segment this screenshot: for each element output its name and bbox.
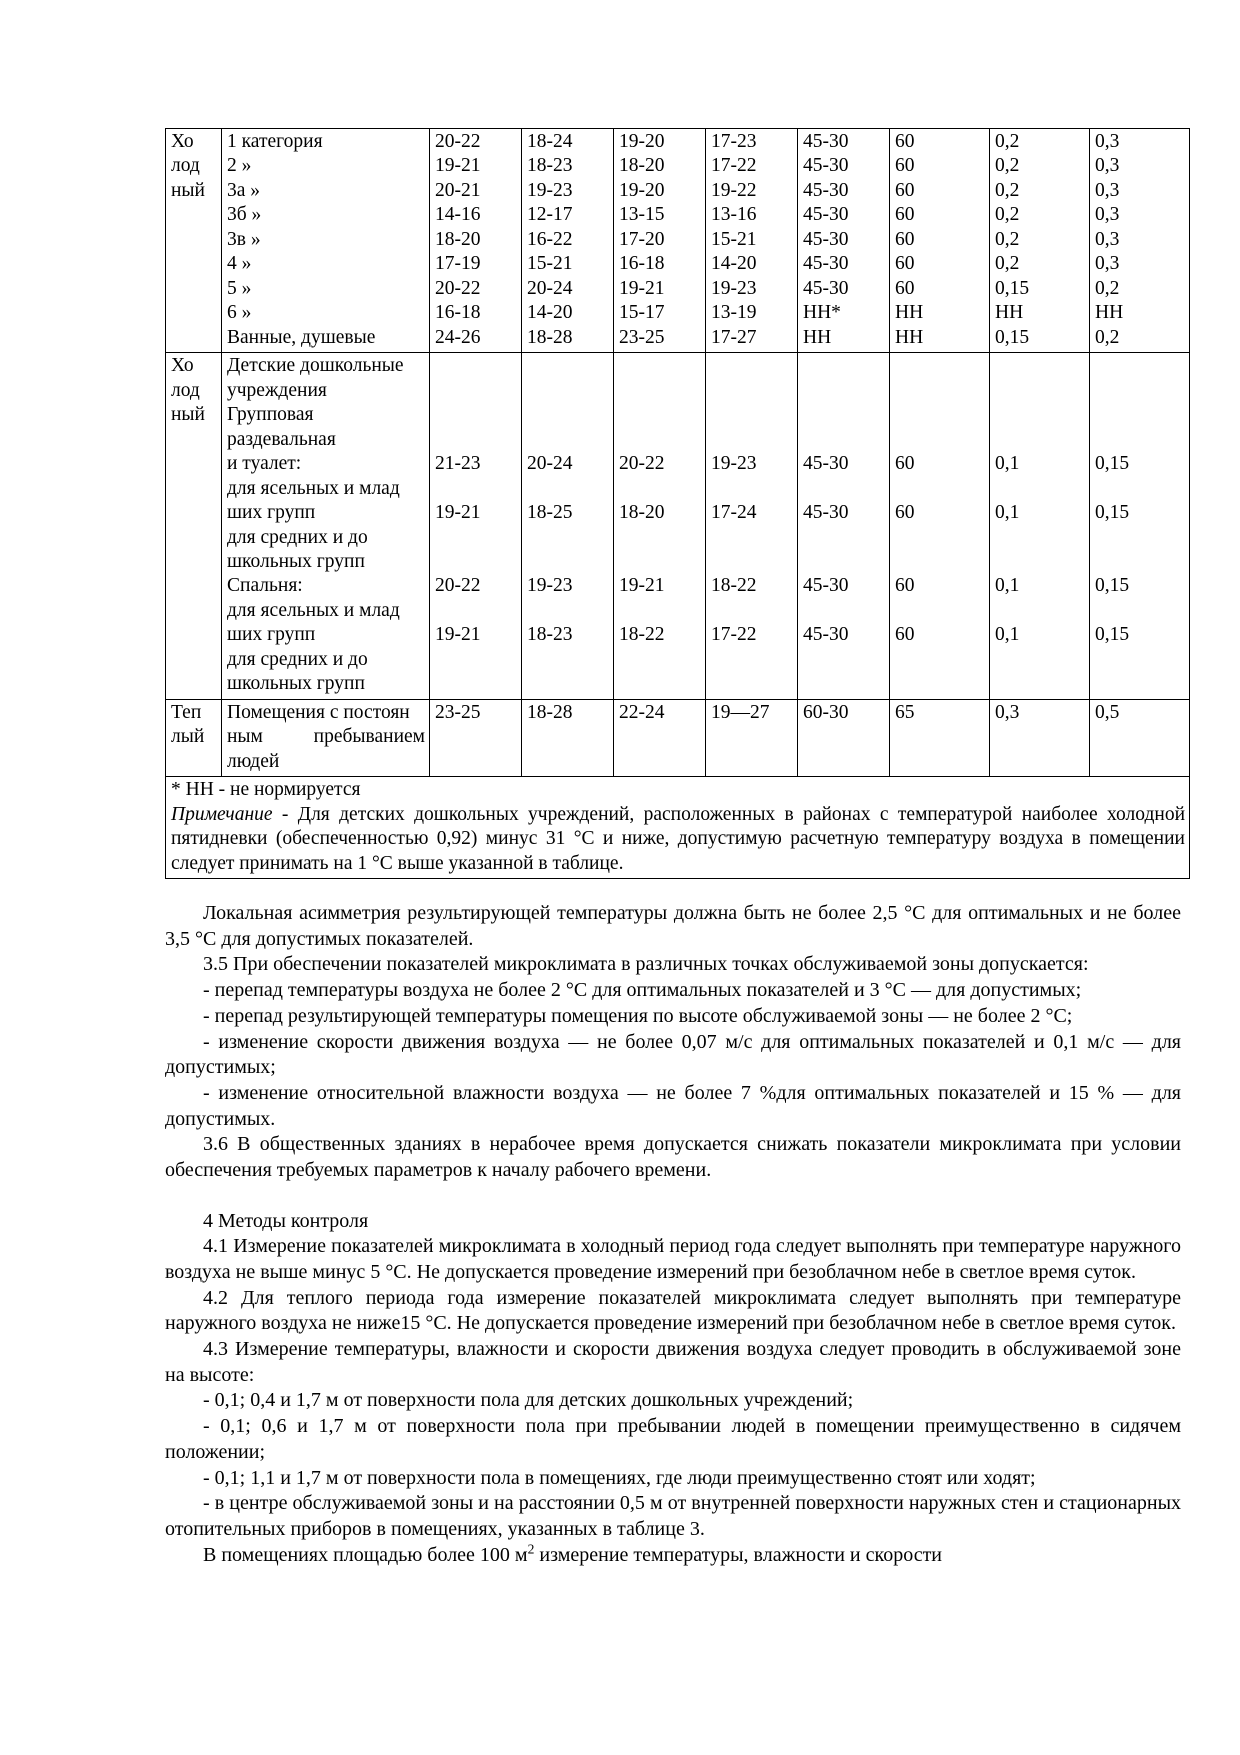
value: 19-22 xyxy=(711,179,757,201)
value: 0,3 xyxy=(1095,253,1120,275)
paragraph-last xyxy=(165,1540,1181,1569)
value: 20-21 xyxy=(435,179,481,201)
value: 16-18 xyxy=(435,302,481,324)
value-cell xyxy=(522,129,614,353)
value: 0,3 xyxy=(1095,204,1120,226)
value: 0,5 xyxy=(1095,701,1120,723)
period-line: ный xyxy=(171,404,205,426)
value: 19-21 xyxy=(435,624,481,646)
period-line: Теп xyxy=(171,701,202,723)
value: 12-17 xyxy=(527,204,573,226)
value: 19-23 xyxy=(711,453,757,475)
period-cell xyxy=(166,353,222,700)
value: 60 xyxy=(895,502,915,524)
table-body xyxy=(166,129,1190,879)
value: 45-30 xyxy=(803,575,849,597)
value: НН xyxy=(995,302,1024,324)
value: 45-30 xyxy=(803,253,849,275)
value: 0,3 xyxy=(995,701,1020,723)
room-name: для средних и до xyxy=(227,648,368,670)
value: 0,1 xyxy=(995,502,1020,524)
period-line: Хо xyxy=(171,131,194,152)
value-cell xyxy=(614,353,706,700)
value: 60 xyxy=(895,155,915,177)
value: 45-30 xyxy=(803,155,849,177)
value: 14-16 xyxy=(435,204,481,226)
value: 0,15 xyxy=(1095,502,1130,524)
room-name: учреждения xyxy=(227,379,327,401)
table-row xyxy=(166,129,1190,353)
room-name-cell xyxy=(222,129,430,353)
value: 19-23 xyxy=(527,179,573,201)
last-paragraph-before: В помещениях площадью более 100 м xyxy=(203,1543,528,1566)
value: 0,1 xyxy=(995,624,1020,646)
value-cell xyxy=(798,353,890,700)
value: 18-25 xyxy=(527,502,573,524)
value: 18-24 xyxy=(527,131,573,152)
value: 0,3 xyxy=(1095,131,1120,152)
value: 0,2 xyxy=(995,179,1020,201)
value: 60 xyxy=(895,131,915,152)
value: 19-21 xyxy=(619,575,665,597)
value: 45-30 xyxy=(803,204,849,226)
value: 0,2 xyxy=(1095,277,1120,299)
paragraph-3-5-a: - перепад температуры воздуха не более 2 °С для оптимальных показателей и 3 °С — для допустимых; xyxy=(203,979,1082,1002)
period-line: Хо xyxy=(171,355,194,377)
value: 20-22 xyxy=(435,575,481,597)
value: 17-19 xyxy=(435,253,481,275)
value-cell xyxy=(1090,129,1190,353)
value-cell xyxy=(430,129,522,353)
value: 15-21 xyxy=(527,253,573,275)
value: 18-22 xyxy=(711,575,757,597)
room-name: 6 » xyxy=(227,302,252,324)
room-name: для ясельных и млад xyxy=(227,477,400,499)
room-name: 3в » xyxy=(227,228,261,250)
value: НН xyxy=(895,326,924,348)
value: 0,1 xyxy=(995,575,1020,597)
paragraph-4-3: 4.3 Измерение температуры, влажности и скорости движения воздуха следует проводить в обслуживаемой зоне на высоте: xyxy=(165,1338,1181,1386)
value: НН xyxy=(1095,302,1124,324)
value: 24-26 xyxy=(435,326,481,348)
value: 45-30 xyxy=(803,502,849,524)
value: 19-23 xyxy=(711,277,757,299)
room-name: ших групп xyxy=(227,624,316,646)
value-cell xyxy=(890,353,990,700)
value: 0,2 xyxy=(995,204,1020,226)
paragraph-4-2: 4.2 Для теплого периода года измерение показателей микроклимата следует выполнять при температуре наружного воздуха не ниже15 °С. Не допускается проведение измерений при безоблачном небе в светлое время суток. xyxy=(165,1286,1181,1335)
value: 0,3 xyxy=(1095,228,1120,250)
footnote-note xyxy=(171,803,1185,876)
room-name: Ванные, душевые xyxy=(227,326,376,348)
body-text xyxy=(165,901,1181,1568)
value: 0,2 xyxy=(995,155,1020,177)
paragraph-3-6: 3.6 В общественных зданиях в нерабочее время допускается снижать показатели микроклимата при условии обеспечения требуемых параметров к началу рабочего времени. xyxy=(165,1133,1181,1181)
value: 18-20 xyxy=(619,502,665,524)
value: 21-23 xyxy=(435,453,481,475)
value-cell xyxy=(990,699,1090,776)
room-name: для ясельных и млад xyxy=(227,599,400,621)
table-footnote-cell xyxy=(166,777,1190,879)
room-name: ших групп xyxy=(227,502,316,524)
value: НН xyxy=(895,302,924,324)
period-cell xyxy=(166,699,222,776)
value: 18-20 xyxy=(435,228,481,250)
room-name: 4 » xyxy=(227,253,252,275)
value: 20-22 xyxy=(619,453,665,475)
room-name: ным пребыванием xyxy=(227,726,425,748)
value: 18-23 xyxy=(527,624,573,646)
paragraph-4-1: 4.1 Измерение показателей микроклимата в холодный период года следует выполнять при температуре наружного воздуха не выше минус 5 °С. Не допускается проведение измерений при безоблачном небе в светлое время суток. xyxy=(165,1235,1181,1283)
paragraph-4-3-b: - 0,1; 0,6 и 1,7 м от поверхности пола при пребывании людей в помещении преимущественно в сидячем положении; xyxy=(165,1415,1181,1463)
room-name: 2 » xyxy=(227,155,252,177)
value: 0,2 xyxy=(995,228,1020,250)
footnote-star-note: * НН - не нормируется xyxy=(171,779,361,801)
value: 17-27 xyxy=(711,326,757,348)
value: 20-24 xyxy=(527,277,573,299)
value: 14-20 xyxy=(527,302,573,324)
value-cell xyxy=(798,129,890,353)
heading-section-4: 4 Методы контроля xyxy=(203,1209,369,1232)
value-cell xyxy=(798,699,890,776)
value: 18-28 xyxy=(527,326,573,348)
value: 45-30 xyxy=(803,624,849,646)
value: 19-21 xyxy=(435,502,481,524)
value: 60 xyxy=(895,179,915,201)
value: 18-28 xyxy=(527,701,573,723)
value: 15-21 xyxy=(711,228,757,250)
value: 0,15 xyxy=(995,277,1030,299)
value: НН* xyxy=(803,302,841,324)
paragraph-3-5-b: - перепад результирующей температуры помещения по высоте обслуживаемой зоны — не более 2 °С; xyxy=(203,1004,1073,1027)
value: 0,15 xyxy=(1095,453,1130,475)
value: 45-30 xyxy=(803,453,849,475)
value: 60-30 xyxy=(803,701,849,723)
value: 13-16 xyxy=(711,204,757,226)
value: 19-21 xyxy=(619,277,665,299)
value-cell xyxy=(522,699,614,776)
value-cell xyxy=(614,129,706,353)
value: 19-20 xyxy=(619,131,665,152)
value: 15-17 xyxy=(619,302,665,324)
value: 60 xyxy=(895,253,915,275)
room-name: людей xyxy=(227,750,280,772)
room-name: школьных групп xyxy=(227,673,365,695)
value: 18-22 xyxy=(619,624,665,646)
paragraph-3-5-d: - изменение относительной влажности воздуха — не более 7 %для оптимальных показателей и 15 % — для допустимых. xyxy=(165,1081,1181,1130)
value: 0,2 xyxy=(995,253,1020,275)
period-line: лод xyxy=(171,379,200,401)
room-name: для средних и до xyxy=(227,526,368,548)
value: 17-23 xyxy=(711,131,757,152)
value: 0,3 xyxy=(1095,179,1120,201)
value-cell xyxy=(522,353,614,700)
room-name: 1 категория xyxy=(227,131,323,152)
value-cell xyxy=(890,699,990,776)
paragraph-asymmetry: Локальная асимметрия результирующей температуры должна быть не более 2,5 °С для оптимальных и не более 3,5 °С для допустимых показателей. xyxy=(165,902,1181,950)
value: 0,1 xyxy=(995,453,1020,475)
value: 60 xyxy=(895,624,915,646)
value: 0,3 xyxy=(1095,155,1120,177)
value: 0,15 xyxy=(1095,575,1130,597)
value-cell xyxy=(990,129,1090,353)
value-cell xyxy=(706,699,798,776)
value: 23-25 xyxy=(435,701,481,723)
value: 60 xyxy=(895,277,915,299)
value: 13-19 xyxy=(711,302,757,324)
room-name: 3а » xyxy=(227,179,261,201)
value: 19-23 xyxy=(527,575,573,597)
value-cell xyxy=(1090,353,1190,700)
room-name: и туалет: xyxy=(227,453,302,475)
period-cell xyxy=(166,129,222,353)
value: 19-21 xyxy=(435,155,481,177)
value: 45-30 xyxy=(803,277,849,299)
footnote-note-label: Примечание xyxy=(171,803,273,825)
paragraph-3-5: 3.5 При обеспечении показателей микроклимата в различных точках обслуживаемой зоны допускается: xyxy=(203,953,1089,976)
value: 14-20 xyxy=(711,253,757,275)
value-cell xyxy=(990,353,1090,700)
footnote-note-text: - Для детских дошкольных учреждений, расположенных в районах с температурой наиболее холодной пятидневки (обеспеченностью 0,92) минус 31 °С и ниже, допустимую расчетную температуру воздуха в помещении следует принимать на 1 °С выше указанной в таблице. xyxy=(171,803,1185,874)
table-footnote-row xyxy=(166,777,1190,879)
period-line: лод xyxy=(171,155,200,177)
table-row xyxy=(166,699,1190,776)
value: 65 xyxy=(895,701,915,723)
value-cell xyxy=(1090,699,1190,776)
microclimate-parameters-table xyxy=(165,128,1190,879)
value: 17-22 xyxy=(711,155,757,177)
room-name-cell xyxy=(222,353,430,700)
value: 17-22 xyxy=(711,624,757,646)
last-paragraph-after: измерение температуры, влажности и скорости xyxy=(534,1543,943,1566)
value: 18-23 xyxy=(527,155,573,177)
room-name: Помещения с постоян xyxy=(227,701,410,723)
paragraph-4-3-c: - 0,1; 1,1 и 1,7 м от поверхности пола в помещениях, где люди преимущественно стоят или ходят; xyxy=(203,1466,1036,1489)
room-name: 5 » xyxy=(227,277,252,299)
value: 16-22 xyxy=(527,228,573,250)
paragraph-4-3-d: - в центре обслуживаемой зоны и на расстоянии 0,5 м от внутренней поверхности наружных стен и стационарных отопительных приборов в помещениях, указанных в таблице 3. xyxy=(165,1492,1181,1540)
value: 0,2 xyxy=(1095,326,1120,348)
value: 0,15 xyxy=(1095,624,1130,646)
value: 18-20 xyxy=(619,155,665,177)
value: 20-22 xyxy=(435,131,481,152)
value: 60 xyxy=(895,204,915,226)
value: 16-18 xyxy=(619,253,665,275)
value: 23-25 xyxy=(619,326,665,348)
value: 60 xyxy=(895,228,915,250)
value-cell xyxy=(706,353,798,700)
value: НН xyxy=(803,326,832,348)
value: 19-20 xyxy=(619,179,665,201)
paragraph-4-3-a: - 0,1; 0,4 и 1,7 м от поверхности пола для детских дошкольных учреждений; xyxy=(203,1389,854,1412)
value-cell xyxy=(430,699,522,776)
room-name: школьных групп xyxy=(227,550,365,572)
value: 45-30 xyxy=(803,131,849,152)
value-cell xyxy=(890,129,990,353)
period-line: лый xyxy=(171,726,205,748)
value-cell xyxy=(430,353,522,700)
paragraph-3-5-c: - изменение скорости движения воздуха — не более 0,07 м/с для оптимальных показателей и 0,1 м/с — для допустимых; xyxy=(165,1030,1181,1079)
value: 60 xyxy=(895,453,915,475)
value: 60 xyxy=(895,575,915,597)
value: 0,15 xyxy=(995,326,1030,348)
value-cell xyxy=(614,699,706,776)
value: 20-22 xyxy=(435,277,481,299)
square-superscript: 2 xyxy=(527,1540,535,1556)
room-name: Групповая раздевальная xyxy=(227,404,336,450)
value: 0,2 xyxy=(995,131,1020,152)
value: 22-24 xyxy=(619,701,665,723)
value: 17-24 xyxy=(711,502,757,524)
value: 19—27 xyxy=(711,701,770,723)
room-name: 3б » xyxy=(227,204,262,226)
value-cell xyxy=(706,129,798,353)
table-row xyxy=(166,353,1190,700)
room-name: Детские дошкольные xyxy=(227,355,404,377)
value: 13-15 xyxy=(619,204,665,226)
period-line: ный xyxy=(171,179,205,201)
value: 17-20 xyxy=(619,228,665,250)
room-name: Спальня: xyxy=(227,575,303,597)
room-name-cell xyxy=(222,699,430,776)
value: 20-24 xyxy=(527,453,573,475)
value: 45-30 xyxy=(803,228,849,250)
value: 45-30 xyxy=(803,179,849,201)
